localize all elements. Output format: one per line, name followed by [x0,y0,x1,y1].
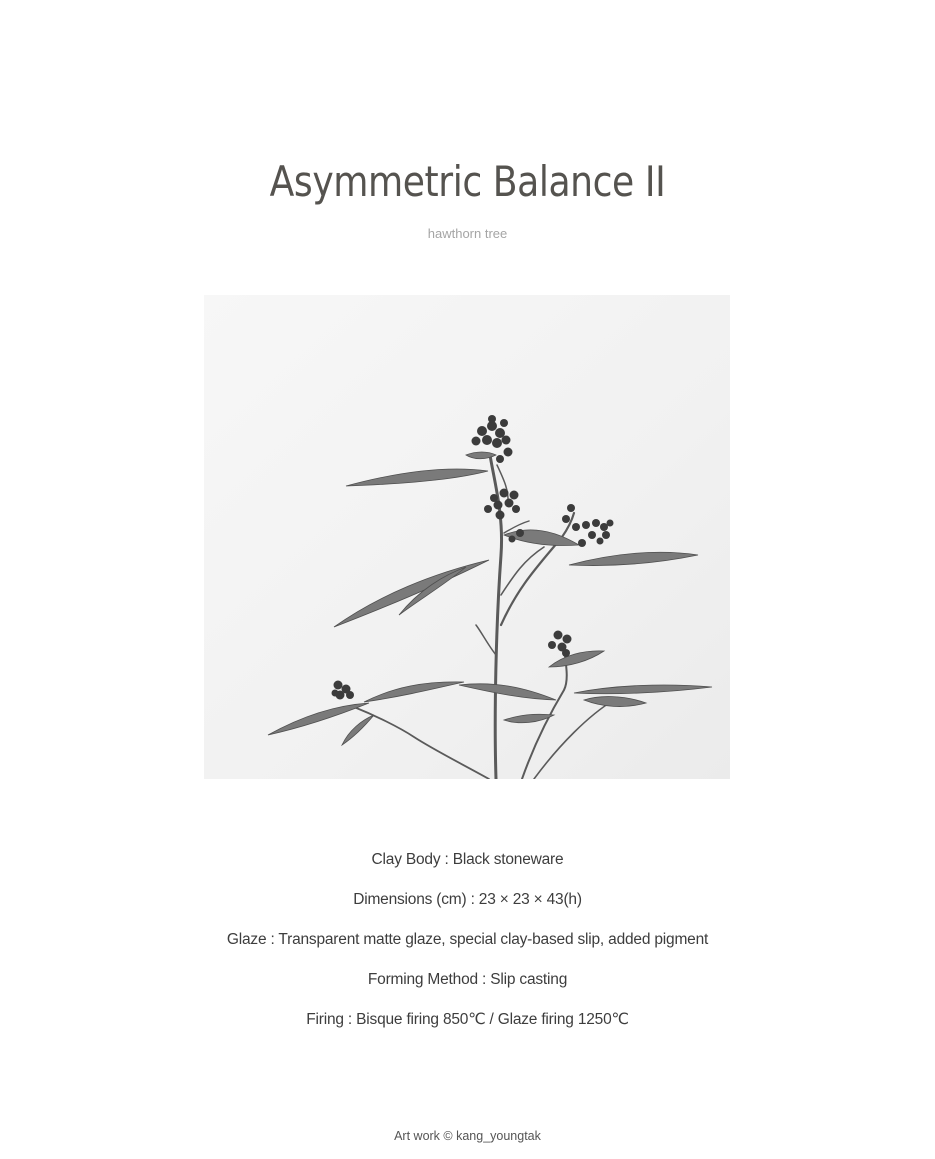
spec-glaze: Glaze : Transparent matte glaze, special clay-based slip, added pigment [226,931,709,948]
spec-forming-method: Forming Method : Slip casting [367,971,568,988]
spec-clay-body: Clay Body : Black stoneware [371,851,564,868]
page-subtitle: hawthorn tree [427,226,508,241]
artwork-image [204,295,730,779]
specs-list [0,848,935,1048]
spec-dimensions: Dimensions (cm) : 23 × 23 × 43(h) [353,891,582,908]
page-title: Asymmetric Balance II [269,157,666,206]
artwork-credit: Art work © kang_youngtak [394,1129,541,1143]
spec-firing: Firing : Bisque firing 850℃ / Glaze firing 1250℃ [306,1011,629,1028]
